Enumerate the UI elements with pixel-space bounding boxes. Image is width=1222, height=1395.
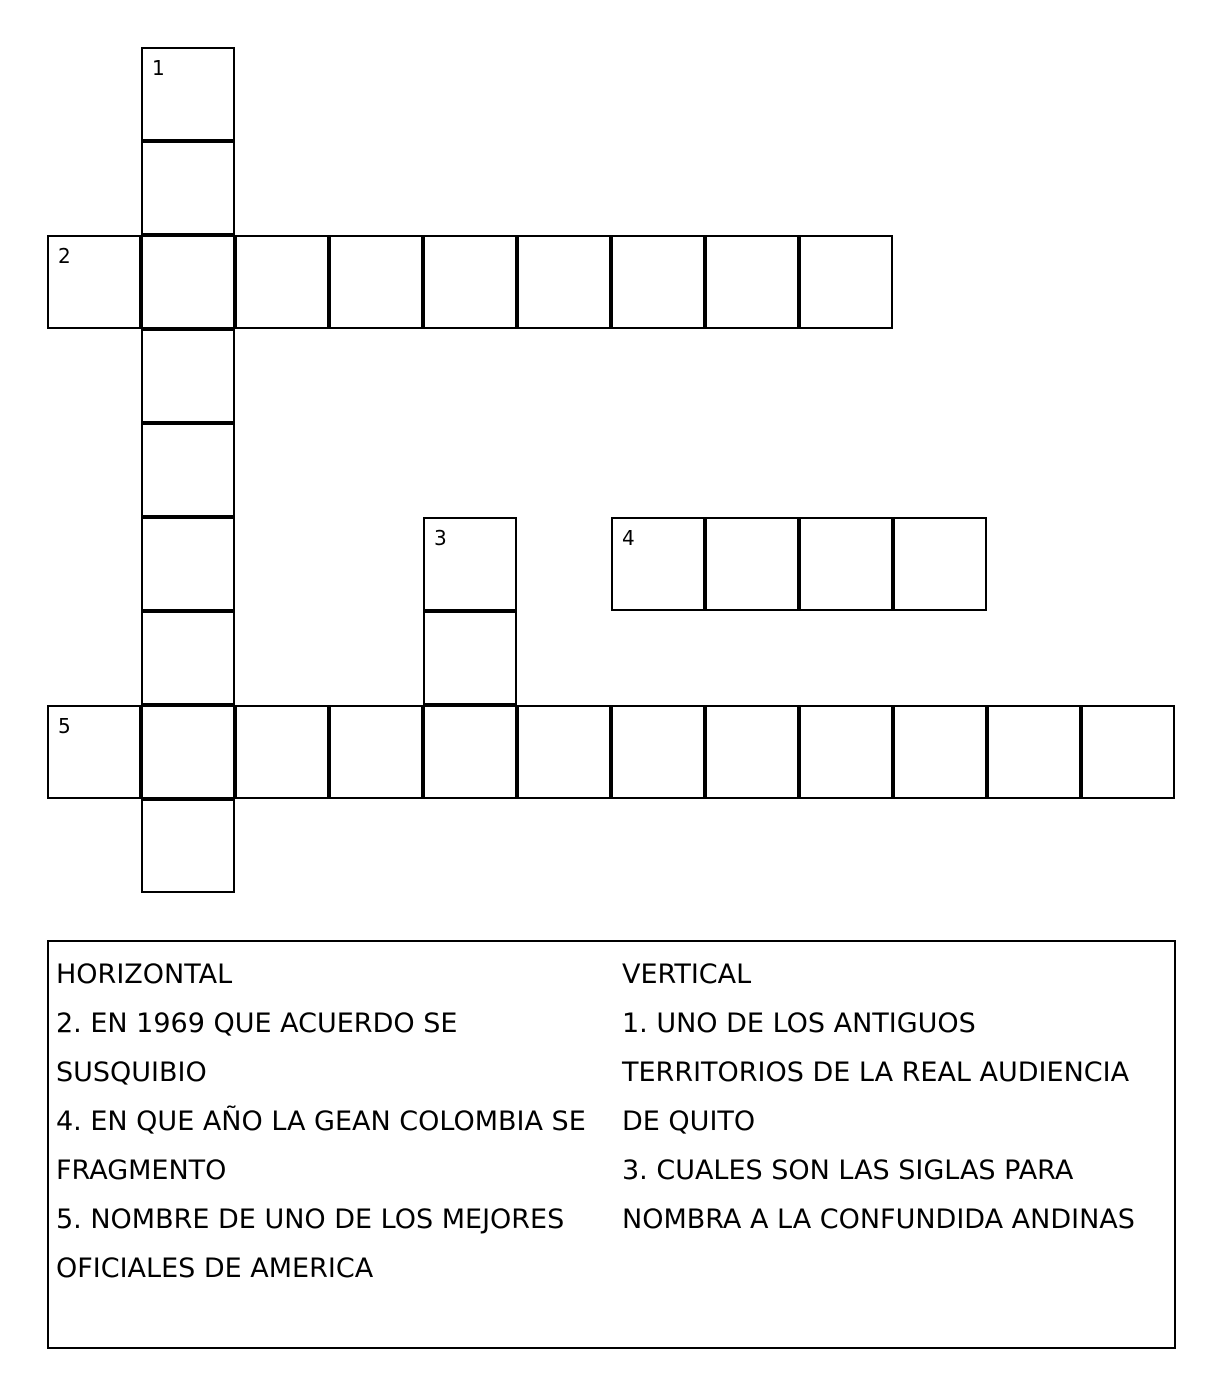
crossword-cell[interactable] [517, 235, 611, 329]
clue-line: OFICIALES DE AMERICA [56, 1253, 374, 1284]
clue-line: 2. EN 1969 QUE ACUERDO SE [56, 1008, 458, 1039]
crossword-cell[interactable] [799, 235, 893, 329]
crossword-cell[interactable] [141, 235, 235, 329]
crossword-cell[interactable] [799, 705, 893, 799]
crossword-cell[interactable] [235, 235, 329, 329]
crossword-cell[interactable] [141, 47, 235, 141]
clue-number-2: 2 [58, 244, 71, 268]
crossword-cell[interactable] [47, 705, 141, 799]
clue-number-3: 3 [434, 526, 447, 550]
crossword-cell[interactable] [141, 329, 235, 423]
crossword-cell[interactable] [893, 517, 987, 611]
clue-line: 1. UNO DE LOS ANTIGUOS [622, 1008, 976, 1039]
crossword-cell[interactable] [423, 611, 517, 705]
clue-line: 3. CUALES SON LAS SIGLAS PARA [622, 1155, 1074, 1186]
crossword-cell[interactable] [893, 705, 987, 799]
clue-line: TERRITORIOS DE LA REAL AUDIENCIA [622, 1057, 1130, 1088]
vertical-heading: VERTICAL [622, 959, 752, 990]
clue-line: 5. NOMBRE DE UNO DE LOS MEJORES [56, 1204, 565, 1235]
clue-line: SUSQUIBIO [56, 1057, 207, 1088]
crossword-cell[interactable] [235, 705, 329, 799]
crossword-cell[interactable] [423, 517, 517, 611]
horizontal-heading: HORIZONTAL [56, 959, 233, 990]
crossword-cell[interactable] [611, 235, 705, 329]
crossword-cell[interactable] [141, 141, 235, 235]
crossword-cell[interactable] [611, 517, 705, 611]
crossword-cell[interactable] [141, 799, 235, 893]
crossword-cell[interactable] [423, 235, 517, 329]
crossword-cell[interactable] [329, 705, 423, 799]
crossword-cell[interactable] [799, 517, 893, 611]
crossword-cell[interactable] [141, 517, 235, 611]
clue-line: FRAGMENTO [56, 1155, 227, 1186]
crossword-cell[interactable] [705, 705, 799, 799]
crossword-cell[interactable] [517, 705, 611, 799]
crossword-cell[interactable] [1081, 705, 1175, 799]
vertical-clues [622, 950, 1170, 1244]
crossword-cell[interactable] [141, 423, 235, 517]
crossword-cell[interactable] [705, 235, 799, 329]
horizontal-clues [56, 950, 604, 1293]
clues-box [47, 940, 1176, 1349]
crossword-cell[interactable] [611, 705, 705, 799]
clue-line: NOMBRA A LA CONFUNDIDA ANDINAS [622, 1204, 1135, 1235]
clue-number-5: 5 [58, 714, 71, 738]
crossword-cell[interactable] [141, 611, 235, 705]
crossword-cell[interactable] [705, 517, 799, 611]
clue-number-1: 1 [152, 56, 165, 80]
crossword-cell[interactable] [423, 705, 517, 799]
crossword-cell[interactable] [47, 235, 141, 329]
clue-number-4: 4 [622, 526, 635, 550]
clue-line: 4. EN QUE AÑO LA GEAN COLOMBIA SE [56, 1106, 586, 1137]
crossword-cell[interactable] [329, 235, 423, 329]
clue-line: DE QUITO [622, 1106, 756, 1137]
crossword-cell[interactable] [141, 705, 235, 799]
crossword-cell[interactable] [987, 705, 1081, 799]
